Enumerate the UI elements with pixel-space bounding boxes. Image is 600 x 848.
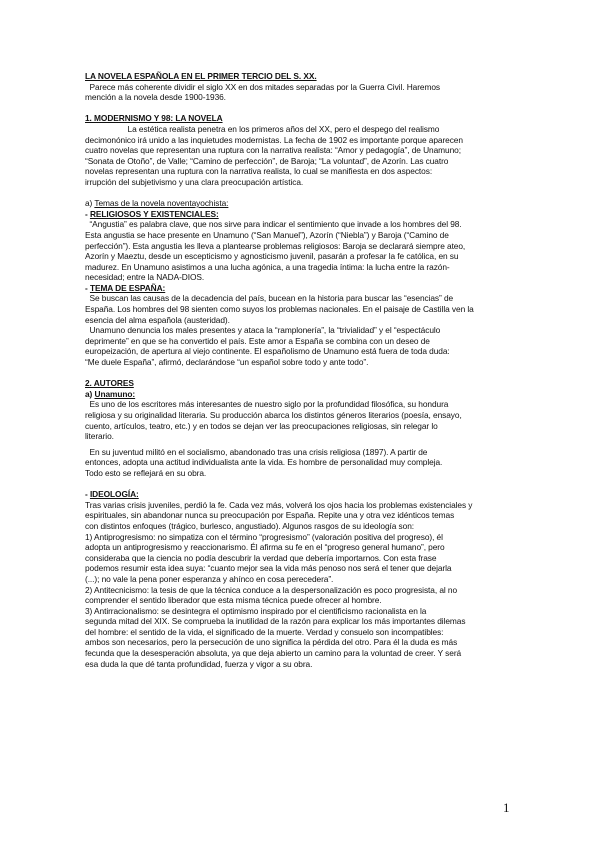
intro-line: Parece más coherente dividir el siglo XX en dos mitades separadas por la Guerra Civil. Haremos [85, 81, 440, 92]
espana-heading [85, 283, 525, 294]
ideologia-heading [85, 489, 525, 500]
religiosos-line: madurez. En Unamuno asistimos a una lucha agónica, a una tragedia íntima: la lucha entre la razón- [85, 261, 450, 272]
unamuno-paragraph-1 [85, 399, 525, 441]
ideologia-line: 1) Antiprogresismo: no simpatiza con el término “progresismo” (valoración positiva del progreso), él [85, 531, 443, 542]
document-page [85, 71, 525, 669]
section-1-line: novelas representan una ruptura con la narrativa realista, lo cual se manifiesta en dos aspectos: [85, 166, 433, 177]
espana-paragraph [85, 293, 525, 367]
unamuno-line: religiosa y su originalidad literaria. Su producción abarca los distintos géneros literarios (poesía, ensayo, [85, 410, 462, 420]
ideologia-paragraph [85, 500, 525, 670]
unamuno-prefix: a) [85, 388, 95, 399]
intro-paragraph [85, 82, 525, 103]
intro-line: mención a la novela desde 1900-1936. [85, 92, 226, 103]
espana-line: Se buscan las causas de la decadencia del país, bucean en la historia para buscar las “esencias” de [85, 293, 454, 304]
ideologia-heading-text: IDEOLOGÍA: [89, 489, 139, 500]
unamuno-heading-text: Unamuno: [94, 388, 136, 399]
ideologia-prefix: - [85, 489, 90, 500]
temas-heading [85, 198, 525, 209]
espana-line: “Me duele España”, afirmó, declarándose “un español sobre todo y ante todo”. [85, 357, 369, 368]
ideologia-line: con distintos enfoques (trágico, burlesco, angustiado). Algunos rasgos de su ideología son: [85, 520, 415, 531]
section-1-line: La estética realista penetra en los primeros años del XX, pero el despego del realismo [85, 123, 440, 134]
unamuno-line: Es uno de los escritores más interesantes de nuestro siglo por la profundidad filosófica, su hondura [85, 399, 449, 410]
ideologia-line: podemos resumir esta idea suya: “cuanto mejor sea la vida más penoso nos será el tener que dejarla [85, 563, 452, 574]
religiosos-prefix: - [85, 208, 90, 219]
religiosos-line: Azorín y Maeztu, desde un escepticismo y agnosticismo juvenil, pasarán a profesar la fe católica, en su [85, 251, 459, 262]
religiosos-line: Esta angustia se hace presente en Unamuno (“San Manuel”), Azorín (“Niebla”) y Baroja (“Camino de [85, 229, 449, 240]
document-title: LA NOVELA ESPAÑOLA EN EL PRIMER TERCIO DEL S. XX. [85, 71, 317, 81]
temas-heading-prefix: a) [85, 198, 95, 209]
religiosos-paragraph [85, 219, 525, 283]
religiosos-line: perfección”). Esta angustia les lleva a plantearse problemas religiosos: Baroja se declarará siempre ateo, [85, 240, 466, 251]
ideologia-line: adopta un antiprogresismo y reaccionarismo. Él afirma su fe en el “progreso general humano”, pero [85, 542, 445, 553]
religiosos-line: “Angustia” es palabra clave, que nos sirve para indicar el sentimiento que invade a los hombres del 98. [85, 219, 462, 230]
section-1-line: “Sonata de Otoño”, de Valle; “Camino de perfección”, de Baroja; “La voluntad”, de Azorín. Las cuatro [85, 155, 449, 166]
section-1-line: irrupción del subjetivismo y una clara preocupación artística. [85, 176, 304, 187]
ideologia-line: (...); no vale la pena poner esperanza y ahínco en cosa perecedera”. [85, 573, 334, 584]
espana-line: España. Los hombres del 98 sienten como suyos los problemas nacionales. En el paisaje de Castilla ven la [85, 304, 474, 315]
ideologia-line: ambos son necesarios, pero la persecución de uno significa la pérdida del otro. Para él la duda es más [85, 637, 458, 648]
unamuno-heading [85, 389, 525, 400]
temas-heading-text: Temas de la novela noventayochista: [94, 198, 229, 209]
religiosos-heading [85, 209, 525, 220]
ideologia-line: esa duda la que dé tanta profundidad, fuerza y vigor a su obra. [85, 658, 313, 669]
section-1-line: decimonónico irá unido a las inquietudes modernistas. La fecha de 1902 es importante porque aparecen [85, 134, 463, 145]
ideologia-line: espirituales, sin abandonar nunca su preocupación por España. Repite una y otra vez idénticos temas [85, 510, 455, 521]
section-1-line: cuatro novelas que representan una ruptura con la narrativa realista: “Amor y pedagogía”, de Unamuno; [85, 145, 461, 156]
ideologia-line: 3) Antirracionalismo: se desintegra el optimismo inspirado por el cientificismo racionalista en la [85, 605, 427, 616]
ideologia-line: comprender el sentido liberador que esta misma técnica puede ofrecer al hombre. [85, 595, 382, 606]
espana-prefix: - [85, 282, 90, 293]
unamuno-line: literario. [85, 431, 114, 442]
section-2-heading: 2. AUTORES [85, 378, 134, 389]
section-1-paragraph [85, 124, 525, 188]
ideologia-line: 2) Antitecnicismo: la tesis de que la técnica conduce a la despersonalización es poco progresista, al no [85, 584, 458, 595]
religiosos-line: necesidad; entre la NADA-DIOS. [85, 272, 205, 283]
ideologia-line: segunda mitad del XIX. Se comprueba la inutilidad de la razón para explicar los más importantes dilemas [85, 616, 466, 627]
espana-heading-text: TEMA DE ESPAÑA: [89, 282, 166, 293]
unamuno-line: entonces, adopta una actitud individualista ante la vida. Es hombre de personalidad muy compleja. [85, 457, 443, 468]
section-1-heading: 1. MODERNISMO Y 98: LA NOVELA [85, 113, 223, 124]
religiosos-heading-text: RELIGIOSOS Y EXISTENCIALES: [89, 208, 219, 219]
espana-line: deprimente” en que se ha convertido el país. Este amor a España se combina con un deseo de [85, 335, 430, 346]
unamuno-line: Todo esto se reflejará en su obra. [85, 467, 207, 478]
ideologia-line: fecunda que la desesperación absoluta, ya que deja abierto un camino para la voluntad de creer. Y será [85, 648, 462, 659]
unamuno-line: cuento, artículos, teatro, etc.) y en todos se dejan ver las preocupaciones religiosas, sin relegar lo [85, 420, 438, 431]
espana-line: europeización, de apertura al viejo continente. El españolismo de Unamuno está fuera de toda duda: [85, 346, 450, 357]
ideologia-line: del hombre: el sentido de la vida, el significado de la muerte. Verdad y consuelo son incompatibles: [85, 626, 444, 637]
espana-line: esencia del alma española (austeridad). [85, 314, 230, 325]
unamuno-line: En su juventud militó en el socialismo, abandonado tras una crisis religiosa (1897). A partir de [85, 446, 428, 457]
espana-line: Unamuno denuncia los males presentes y ataca la “ramplonería”, la “trivialidad” y el “espectáculo [85, 325, 441, 336]
unamuno-paragraph-2 [85, 447, 525, 479]
page-number: 1 [503, 800, 510, 815]
ideologia-line: Tras varias crisis juveniles, perdió la fe. Cada vez más, volverá los ojos hacia los problemas existenciales y [85, 499, 473, 510]
ideologia-line: consideraba que la ciencia no podía descubrir la verdad que debería importarnos. Con esta frase [85, 552, 437, 563]
